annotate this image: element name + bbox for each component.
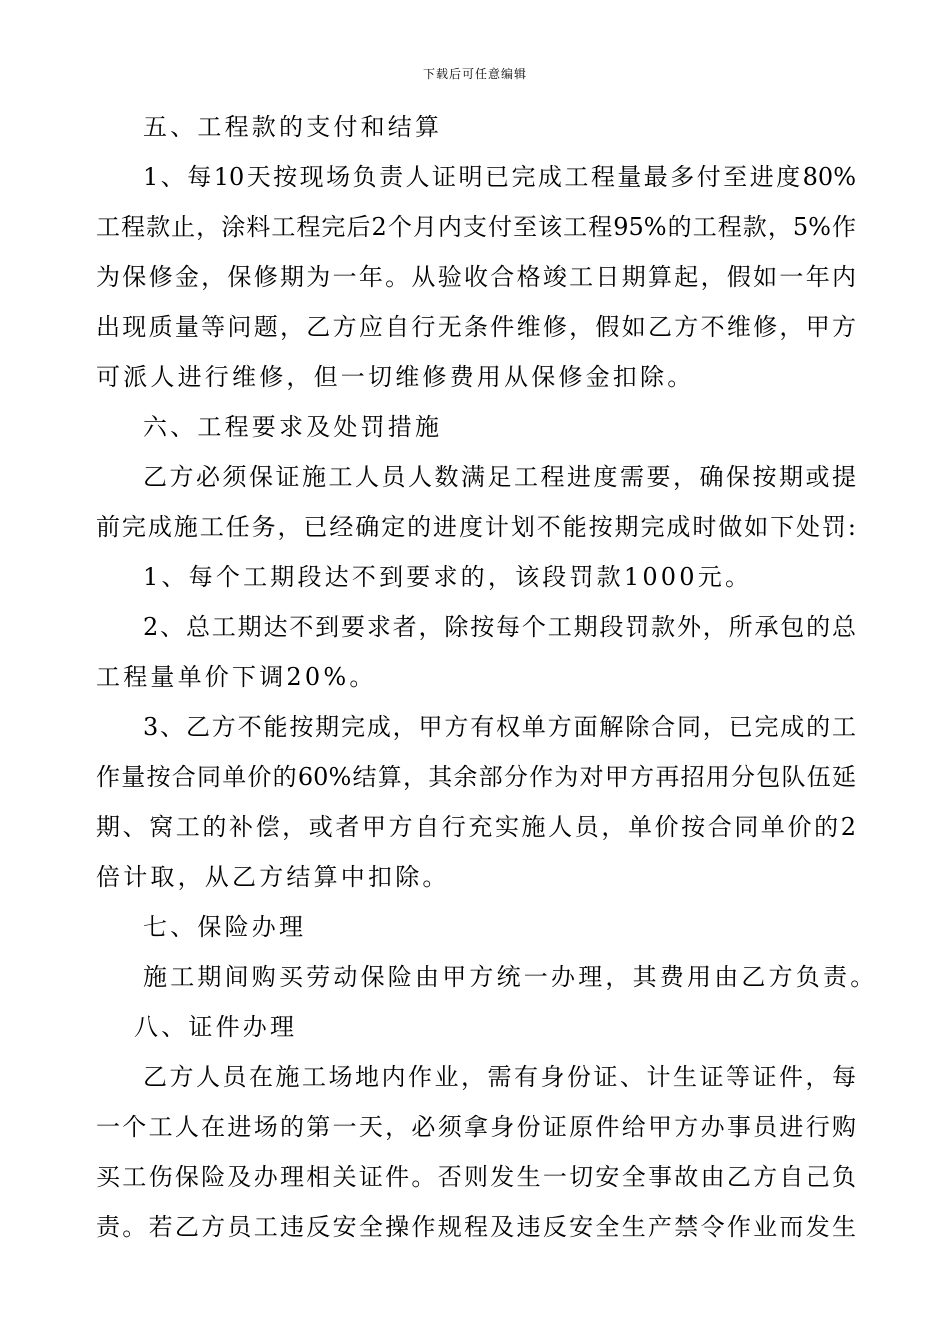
paragraph-line: 作量按合同单价的60%结算，其余部分作为对甲方再招用分包队伍延 [96, 763, 856, 791]
paragraph-line: 前完成施工任务，已经确定的进度计划不能按期完成时做如下处罚: [96, 513, 856, 541]
paragraph-line: 一个工人在进场的第一天，必须拿身份证原件给甲方办事员进行购 [96, 1113, 856, 1141]
paragraph-line: 乙方必须保证施工人员人数满足工程进度需要，确保按期或提 [143, 463, 856, 491]
paragraph-line: 可派人进行维修，但一切维修费用从保修金扣除。 [96, 363, 695, 391]
paragraph-line: 施工期间购买劳动保险由甲方统一办理，其费用由乙方负责。 [143, 963, 878, 991]
paragraph-line: 1、每个工期段达不到要求的，该段罚款1000元。 [143, 563, 753, 591]
paragraph-line: 工程款止，涂料工程完后2个月内支付至该工程95%的工程款，5%作 [96, 213, 856, 241]
section-heading-payment: 五、工程款的支付和结算 [143, 113, 443, 141]
section-heading-certificates: 八、证件办理 [134, 1013, 298, 1041]
section-heading-insurance: 七、保险办理 [143, 913, 307, 941]
paragraph-line: 工程量单价下调20%。 [96, 663, 377, 691]
paragraph-line: 为保修金，保修期为一年。从验收合格竣工日期算起，假如一年内 [96, 263, 856, 291]
section-heading-requirements: 六、工程要求及处罚措施 [143, 413, 443, 441]
paragraph-line: 责。若乙方员工违反安全操作规程及违反安全生产禁令作业而发生 [96, 1213, 856, 1241]
paragraph-line: 乙方人员在施工场地内作业，需有身份证、计生证等证件，每 [143, 1063, 856, 1091]
header-note: 下载后可任意编辑 [422, 67, 527, 81]
paragraph-line: 1、每10天按现场负责人证明已完成工程量最多付至进度80% [143, 163, 856, 191]
paragraph-line: 2、总工期达不到要求者，除按每个工期段罚款外，所承包的总 [143, 613, 856, 641]
paragraph-line: 3、乙方不能按期完成，甲方有权单方面解除合同，已完成的工 [143, 713, 856, 741]
paragraph-line: 出现质量等问题，乙方应自行无条件维修，假如乙方不维修，甲方 [96, 313, 856, 341]
paragraph-line: 倍计取，从乙方结算中扣除。 [96, 863, 450, 891]
paragraph-line: 期、窝工的补偿，或者甲方自行充实施人员，单价按合同单价的2 [96, 813, 856, 841]
paragraph-line: 买工伤保险及办理相关证件。否则发生一切安全事故由乙方自己负 [96, 1163, 856, 1191]
